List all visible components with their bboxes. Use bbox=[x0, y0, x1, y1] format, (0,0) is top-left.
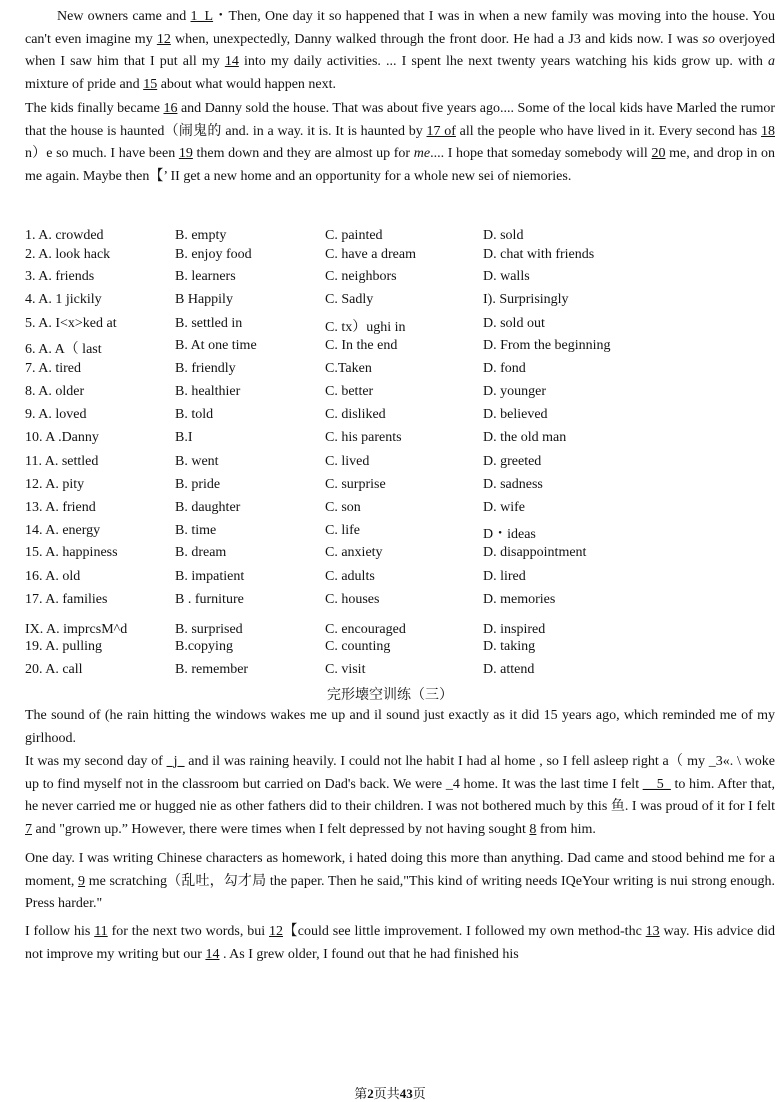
text-run: way. His advice did not improve my writing but our bbox=[25, 924, 775, 962]
option-d: D. wife bbox=[483, 500, 525, 515]
option-row bbox=[0, 292, 780, 312]
option-b: B. remember bbox=[175, 662, 249, 677]
text-run: when, unexpectedly, Danny walked through the front door. He had a J3 and kids now. I was bbox=[170, 31, 703, 47]
blank-number: 8 bbox=[529, 821, 537, 837]
option-d: D. sadness bbox=[483, 477, 543, 492]
option-c: C. better bbox=[325, 384, 374, 399]
option-d: D. sold out bbox=[483, 316, 545, 331]
italic-text: me bbox=[413, 146, 431, 162]
text-run: overjoyed when I saw him that I put all my bbox=[25, 31, 776, 70]
option-c: C. anxiety bbox=[325, 545, 383, 560]
option-a: 1. A. crowded bbox=[25, 228, 104, 243]
option-a: 4. A. 1 jickily bbox=[25, 292, 102, 307]
passage1-paragraph2 bbox=[25, 98, 775, 188]
blank-number: 20 bbox=[651, 146, 666, 162]
blank-number: 12 bbox=[156, 31, 171, 47]
option-a: 16. A. old bbox=[25, 569, 81, 584]
option-row bbox=[0, 361, 780, 381]
text-run: One day. I was writing Chinese characters as homework, i hated doing this more than anything. Dad came and stood behind me for a moment, bbox=[25, 851, 775, 889]
text-run: from him. bbox=[536, 821, 596, 837]
option-a: 15. A. happiness bbox=[25, 545, 118, 560]
option-c: C. houses bbox=[325, 592, 380, 607]
passage2-paragraph1 bbox=[25, 705, 775, 750]
text-run: n）e so much. I have been bbox=[25, 146, 179, 162]
option-d: D. From the beginning bbox=[483, 338, 611, 353]
option-d: D. believed bbox=[483, 407, 548, 422]
text-run: mixture of pride and bbox=[25, 76, 144, 92]
option-a: 12. A. pity bbox=[25, 477, 85, 492]
italic-text: a bbox=[768, 54, 776, 70]
option-c: C. encouraged bbox=[325, 622, 406, 637]
option-a: 20. A. call bbox=[25, 662, 83, 677]
text-run: into my daily activities. ... I spent lhe next twenty years watching his kids grow up. with bbox=[238, 54, 769, 70]
italic-text: so bbox=[702, 31, 715, 47]
option-a: 17. A. families bbox=[25, 592, 108, 607]
text-run: them down and they are almost up for bbox=[192, 146, 414, 162]
option-c: C. have a dream bbox=[325, 247, 416, 262]
text-run: It was my second day of bbox=[25, 754, 167, 769]
option-b: B. enjoy food bbox=[175, 247, 252, 262]
option-d: D. disappointment bbox=[483, 545, 587, 560]
text-run: New owners came and bbox=[57, 9, 191, 24]
option-b: B. told bbox=[175, 407, 214, 422]
text-run: The kids finally became bbox=[25, 101, 164, 116]
option-row bbox=[0, 247, 780, 267]
footer-pre: 第 bbox=[354, 1086, 368, 1101]
option-row bbox=[0, 639, 780, 659]
option-a: 5. A. I<x>ked at bbox=[25, 316, 117, 331]
option-a: 7. A. tired bbox=[25, 361, 81, 376]
blank-number: 14 bbox=[205, 946, 220, 962]
blank-number: 13 bbox=[645, 924, 660, 939]
text-run: me, and drop in on me again. Maybe then【’ II get a new home and an opportunity for a whole new sei of niemories. bbox=[25, 146, 776, 184]
blank-number: 11 bbox=[94, 924, 108, 939]
option-d: D. fond bbox=[483, 361, 526, 376]
passage2-paragraph4 bbox=[25, 921, 775, 966]
option-b: B. impatient bbox=[175, 569, 245, 584]
option-c: C. lived bbox=[325, 454, 370, 469]
option-d: D. the old man bbox=[483, 430, 567, 445]
option-d: D. taking bbox=[483, 639, 536, 654]
option-c: C. adults bbox=[325, 569, 375, 584]
text-run: to him. After that, he never carried me or hugged nie as other fathers did to their children. I was not bothered much by this 鱼. I was proud of it for I felt bbox=[25, 776, 775, 815]
option-c: C. son bbox=[325, 500, 361, 515]
option-a: 9. A. loved bbox=[25, 407, 87, 422]
passage2-paragraph2 bbox=[25, 751, 775, 841]
option-b: B. healthier bbox=[175, 384, 241, 399]
blank-number: __5_ bbox=[642, 776, 671, 792]
option-c: C. Sadly bbox=[325, 292, 374, 307]
option-b: B.copying bbox=[175, 639, 233, 654]
option-a: IX. A. imprcsM^d bbox=[25, 622, 128, 637]
text-run: . As I grew older, I found out that he had finished his bbox=[219, 946, 519, 962]
blank-number: _j_ bbox=[166, 754, 185, 769]
option-c: C. In the end bbox=[325, 338, 398, 353]
blank-number: 19 bbox=[178, 146, 193, 162]
option-c: C. counting bbox=[325, 639, 391, 654]
option-a: 2. A. look hack bbox=[25, 247, 111, 262]
footer-total-pages: 43 bbox=[399, 1086, 413, 1101]
option-b: B. daughter bbox=[175, 500, 241, 515]
option-b: B. empty bbox=[175, 228, 227, 243]
option-b: B. dream bbox=[175, 545, 227, 560]
footer-page-number: 2 bbox=[367, 1086, 374, 1101]
text-run: and "grown up.” However, there were times when I felt depressed by not having sought bbox=[32, 821, 530, 837]
option-row bbox=[0, 477, 780, 497]
option-c: C. painted bbox=[325, 228, 383, 243]
option-row bbox=[0, 338, 780, 358]
option-b: B. surprised bbox=[175, 622, 243, 637]
option-b: B. pride bbox=[175, 477, 221, 492]
option-c: C. visit bbox=[325, 662, 366, 677]
text-run: I follow his bbox=[25, 924, 95, 939]
option-b: B Happily bbox=[175, 292, 233, 307]
option-a: 6. A. A（ last bbox=[25, 342, 102, 357]
option-d: D. lired bbox=[483, 569, 526, 584]
text-run: and il was raining heavily. I could not lhe habit I had al home , so I fell asleep right a（ my _3«. \ woke up to find myself not in the classroom but carried on Dad's back. We were _4 home. It was the last time I felt bbox=[25, 754, 776, 792]
option-d: D. walls bbox=[483, 269, 530, 284]
option-b: B. friendly bbox=[175, 361, 236, 376]
option-c: C. life bbox=[325, 523, 360, 538]
section-title: 完形壊空训练（三） bbox=[327, 688, 453, 703]
text-run: me scratching（乱吐，勾才局 the paper. Then he said,"This kind of writing needs IQeYour writing is nui strong enough. Press harder." bbox=[25, 873, 775, 912]
option-row bbox=[0, 407, 780, 427]
blank-number: 1_L bbox=[190, 9, 214, 24]
blank-number: 18 bbox=[761, 123, 775, 139]
passage1-paragraph1 bbox=[25, 6, 775, 96]
blank-number: 15 bbox=[143, 76, 158, 92]
option-c: C. tx）ughi in bbox=[325, 320, 406, 335]
option-a: 19. A. pulling bbox=[25, 639, 103, 654]
option-row bbox=[0, 430, 780, 450]
passage2-paragraph3 bbox=[25, 848, 775, 916]
option-d: D. sold bbox=[483, 228, 524, 243]
option-a: 14. A. energy bbox=[25, 523, 101, 538]
option-d: D. chat with friends bbox=[483, 247, 595, 262]
option-d: D. attend bbox=[483, 662, 535, 677]
text-run: for the next two words, bui bbox=[107, 924, 269, 939]
option-c: C.Taken bbox=[325, 361, 372, 376]
option-row bbox=[0, 269, 780, 289]
option-d: I). Surprisingly bbox=[483, 292, 569, 307]
blank-number: 14 bbox=[224, 54, 239, 70]
text-run: ・Then, One day it so happened that I was in when a new family was moving into the house. You can't even imagine my bbox=[25, 9, 775, 47]
option-row bbox=[0, 316, 780, 336]
blank-number: 16 bbox=[163, 101, 178, 116]
option-c: C. disliked bbox=[325, 407, 386, 422]
option-b: B. At one time bbox=[175, 338, 257, 353]
option-row bbox=[0, 523, 780, 543]
option-b: B. settled in bbox=[175, 316, 243, 331]
blank-number: 9 bbox=[78, 873, 86, 889]
option-row bbox=[0, 569, 780, 589]
text-run: about what would happen next. bbox=[157, 76, 337, 92]
option-b: B. went bbox=[175, 454, 219, 469]
option-d: D・ideas bbox=[483, 527, 536, 542]
option-a: 8. A. older bbox=[25, 384, 85, 399]
option-row bbox=[0, 500, 780, 520]
option-c: C. his parents bbox=[325, 430, 402, 445]
text-run: all the people who have lived in it. Every second has bbox=[455, 123, 761, 139]
page-footer bbox=[0, 1083, 780, 1102]
option-c: C. neighbors bbox=[325, 269, 397, 284]
option-b: B. time bbox=[175, 523, 217, 538]
option-row bbox=[0, 592, 780, 612]
footer-post: 页 bbox=[412, 1086, 426, 1101]
text-run: .... I hope that someday somebody will bbox=[430, 146, 652, 162]
option-d: D. memories bbox=[483, 592, 556, 607]
option-a: 13. A. friend bbox=[25, 500, 96, 515]
option-b: B.I bbox=[175, 430, 193, 445]
option-a: 11. A. settled bbox=[25, 454, 99, 469]
option-a: 3. A. friends bbox=[25, 269, 95, 284]
option-row bbox=[0, 662, 780, 682]
text-run: The sound of (he rain hitting the windows wakes me up and il sound just exactly as it did 15 years ago, which reminded me of my girlhood. bbox=[25, 708, 775, 746]
option-a: 10. A .Danny bbox=[25, 430, 99, 445]
footer-mid: 页共 bbox=[373, 1086, 400, 1101]
text-run: and Danny sold the house. That was about five years ago.... Some of the local kids have Marled the rumor that the house is haunted（闹鬼的 and. in a way. it is. It is haunted by bbox=[25, 101, 775, 139]
option-row bbox=[0, 228, 780, 248]
blank-number: 7 bbox=[25, 821, 32, 837]
option-b: B. learners bbox=[175, 269, 236, 284]
text-run: 【could see little improvement. I followed my own method-thc bbox=[283, 924, 646, 939]
blank-number: 12 bbox=[269, 924, 283, 939]
option-b: B . furniture bbox=[175, 592, 244, 607]
option-row bbox=[0, 545, 780, 565]
option-d: D. younger bbox=[483, 384, 546, 399]
option-c: C. surprise bbox=[325, 477, 386, 492]
option-row bbox=[0, 454, 780, 474]
option-d: D. inspired bbox=[483, 622, 546, 637]
option-row bbox=[0, 384, 780, 404]
blank-number: 17 of bbox=[426, 123, 456, 139]
option-d: D. greeted bbox=[483, 454, 542, 469]
